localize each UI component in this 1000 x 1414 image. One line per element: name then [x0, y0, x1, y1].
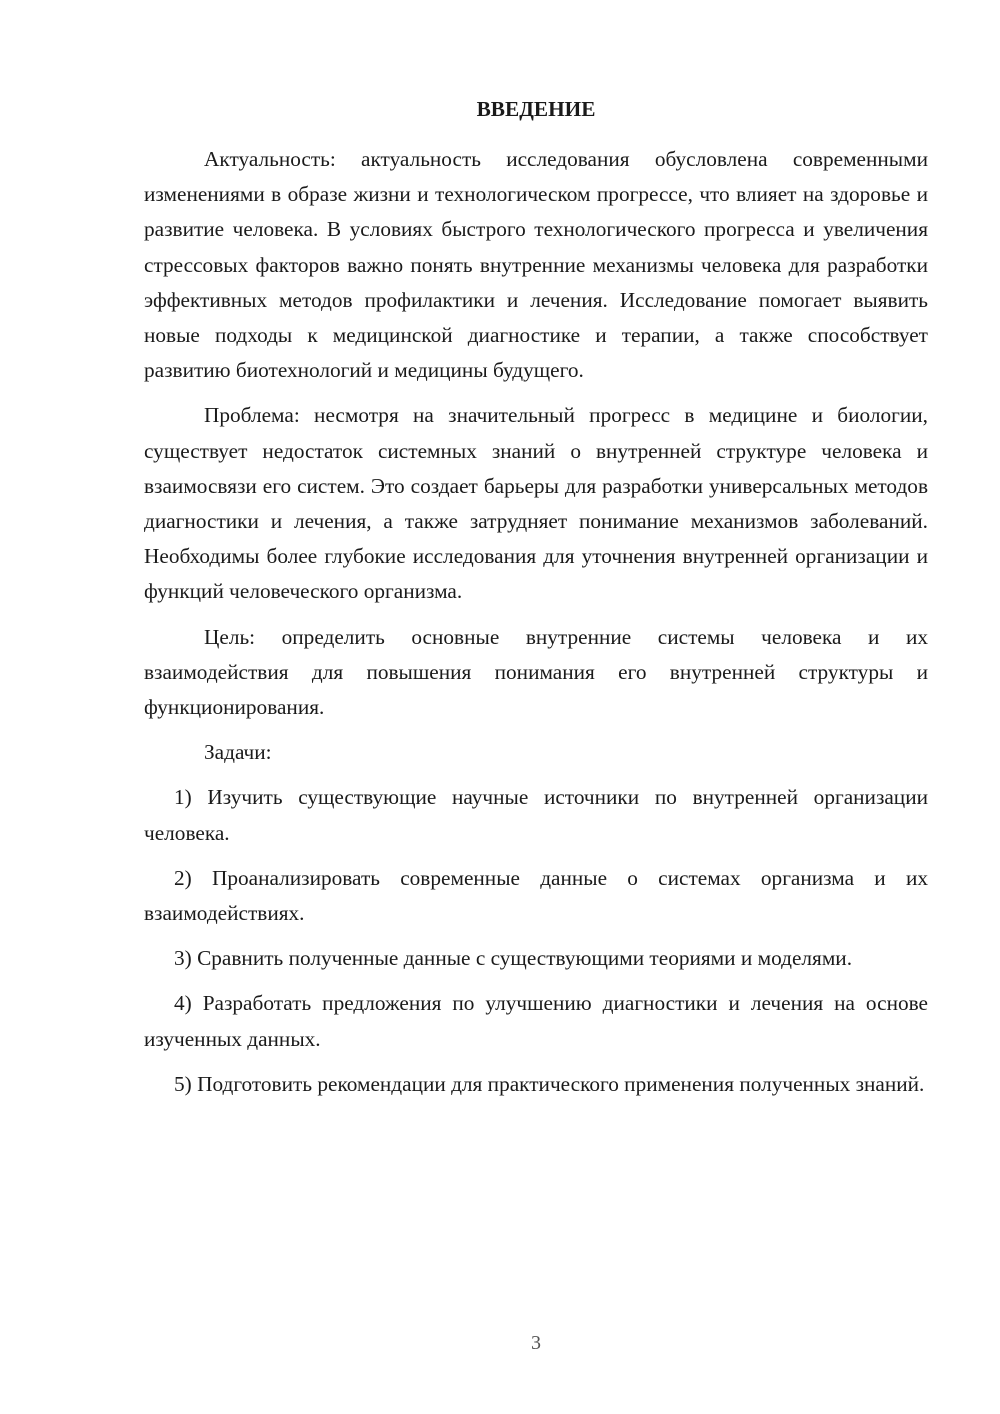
task-item: 2) Проанализировать современные данные о системах организма и их взаимодействиях. — [144, 865, 928, 926]
task-item: 5) Подготовить рекомендации для практического применения полученных знаний. — [174, 1071, 925, 1096]
task-item: 3) Сравнить полученные данные с существующими теориями и моделями. — [174, 946, 853, 971]
paragraph-goal: Цель: определить основные внутренние системы человека и их взаимодействия для повышения понимания его внутренней структуры и функционирования. — [144, 624, 928, 720]
page-title: ВВЕДЕНИЕ — [476, 97, 596, 121]
task-item: 4) Разработать предложения по улучшению диагностики и лечения на основе изученных данных. — [144, 991, 928, 1051]
task-item: 1) Изучить существующие научные источники по внутренней организации человека. — [144, 785, 928, 845]
page-number: 3 — [531, 1332, 541, 1354]
paragraph-relevance: Актуальность: актуальность исследования обусловлена современными изменениями в образе жизни и технологическом прогрессе, что влияет на здоровье и развитие человека. В условиях быстрого технологического прогресса и увеличения стрессовых факторов важно понять внутренние механизмы человека для разработки эффективных методов профилактики и лечения. Исследование помогает выявить новые подходы к медицинской диагностике и терапии, а также способствует развитию биотехнологий и медицины будущего. — [144, 147, 928, 383]
document-page — [144, 92, 928, 1112]
tasks-label: Задачи: — [204, 740, 272, 765]
paragraph-problem: Проблема: несмотря на значительный прогресс в медицине и биологии, существует недостаток системных знаний о внутренней структуре человека и взаимосвязи его систем. Это создает барьеры для разработки универсальных методов диагностики и лечения, а также затрудняет понимание механизмов заболеваний. Необходимы более глубокие исследования для уточнения внутренней организации и функций человеческого организма. — [144, 403, 928, 604]
